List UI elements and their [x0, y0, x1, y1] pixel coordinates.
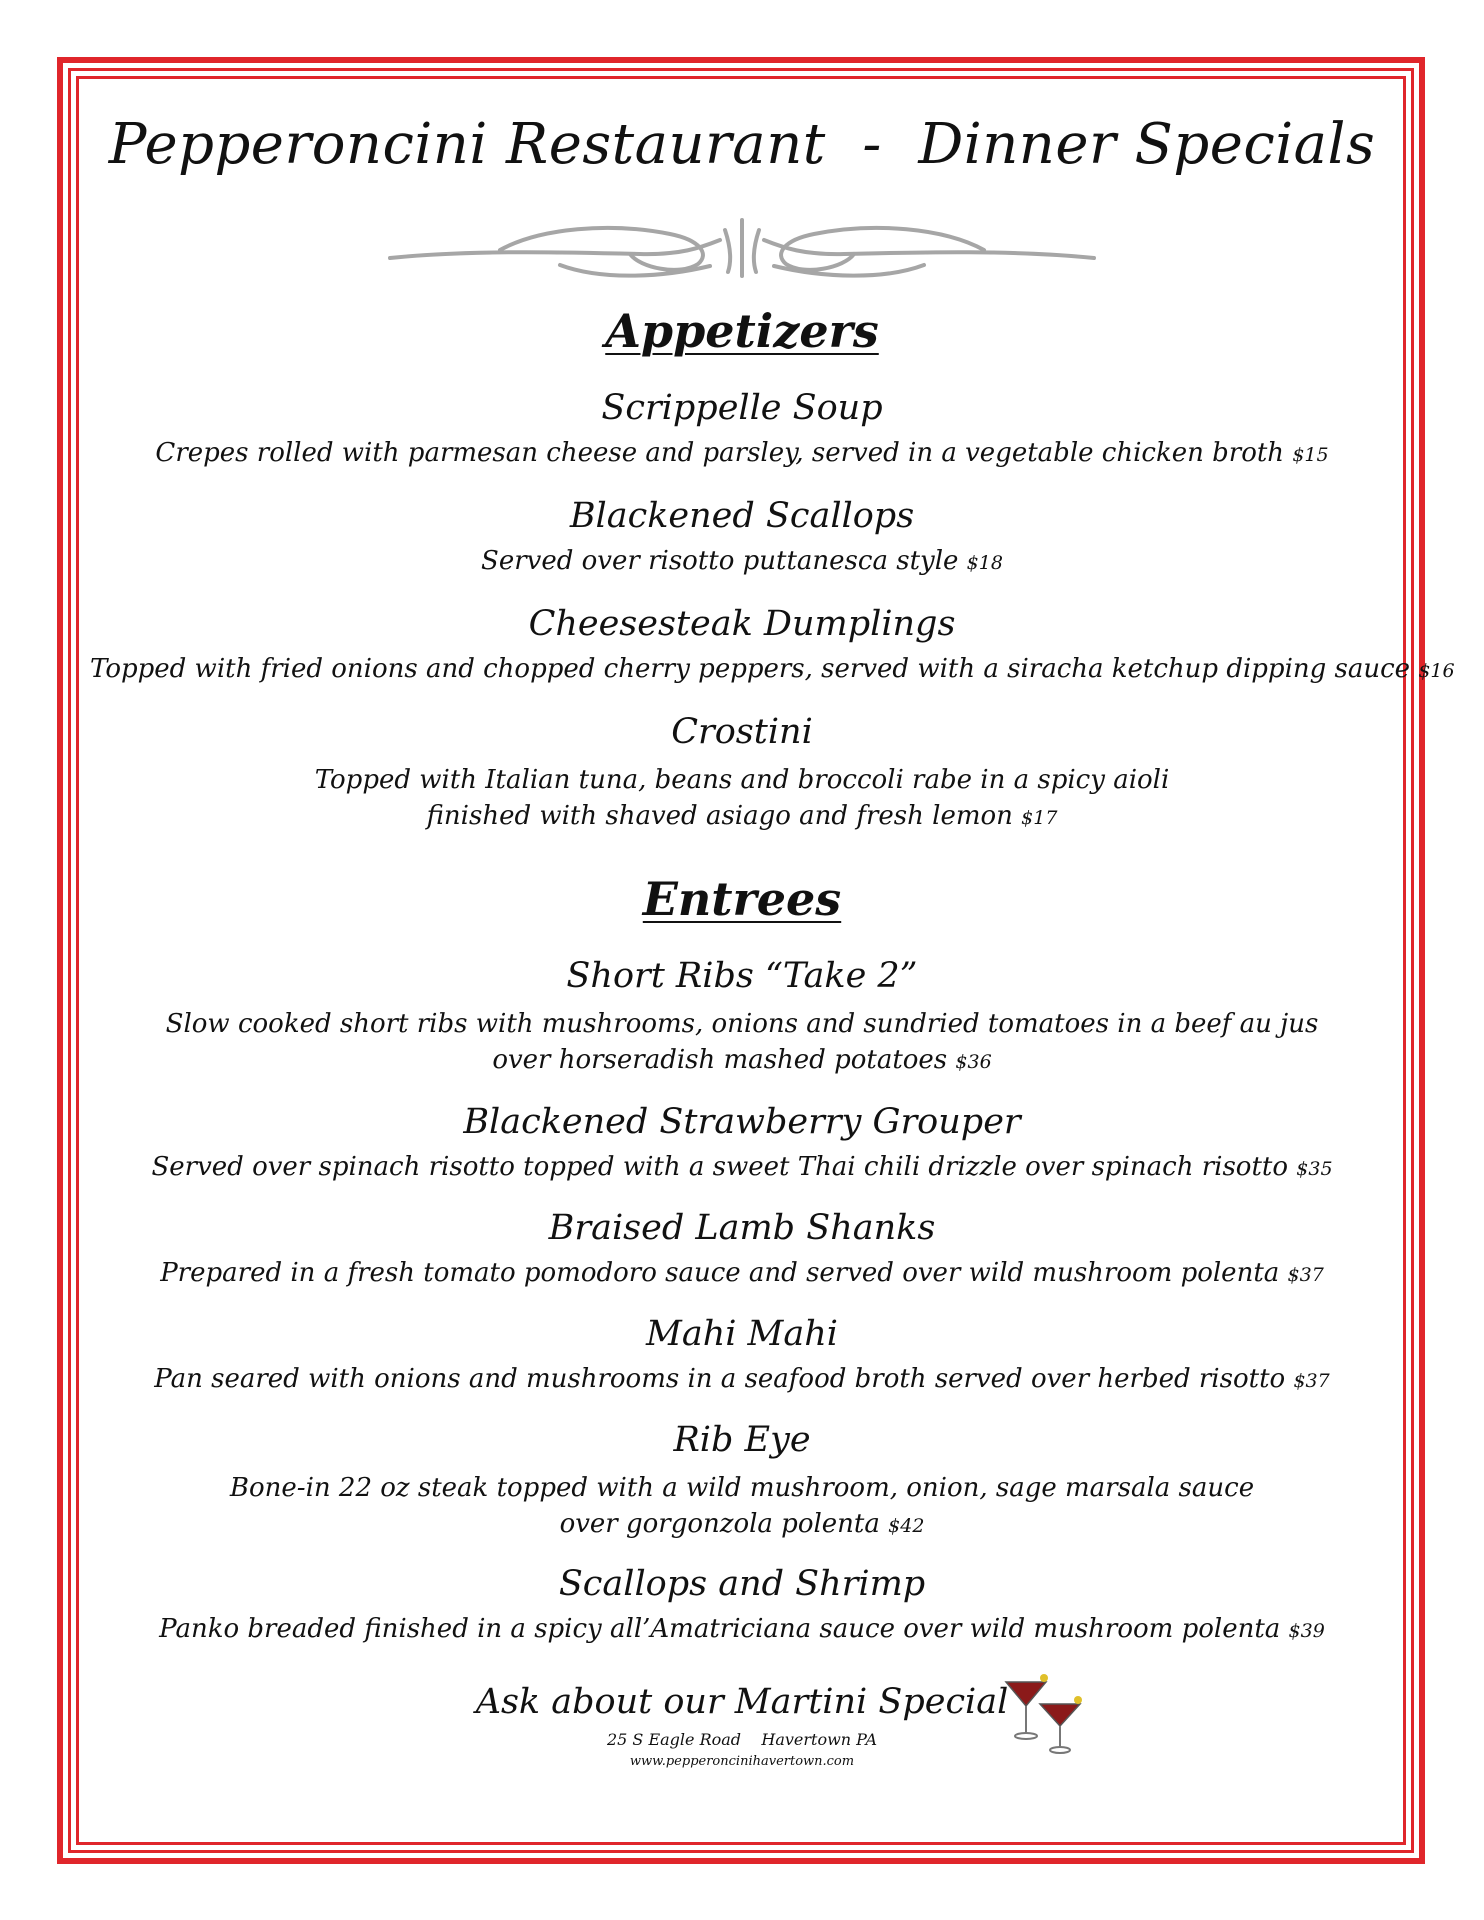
- appetizer-description: Topped with Italian tuna, beans and broccoli rabe in a spicy aioli finished with shaved asiago and fresh lemon $17: [314, 765, 1170, 831]
- appetizer-name: Scrippelle Soup: [601, 388, 883, 428]
- entree-description: Panko breaded finished in a spicy all’Amatriciana sauce over wild mushroom polenta $39: [159, 1614, 1325, 1644]
- restaurant-address: 25 S Eagle Road Havertown PA: [606, 1730, 878, 1749]
- appetizer-description: Topped with fried onions and chopped cherry peppers, served with a siracha ketchup dipping sauce $16: [90, 654, 1455, 684]
- entree-name: Scallops and Shrimp: [558, 1564, 926, 1604]
- entree-description: Pan seared with onions and mushrooms in a seafood broth served over herbed risotto $37: [154, 1364, 1330, 1394]
- price: $15: [1292, 444, 1329, 466]
- price: $42: [888, 1515, 925, 1537]
- entree-name: Blackened Strawberry Grouper: [463, 1102, 1021, 1142]
- price: $35: [1296, 1158, 1333, 1180]
- entrees-heading: Entrees: [642, 872, 842, 926]
- martini-special-note: Ask about our Martini Special: [475, 1682, 1009, 1722]
- price: $37: [1287, 1264, 1324, 1286]
- price: $18: [966, 552, 1003, 574]
- menu-title: Pepperoncini Restaurant - Dinner Specials: [108, 112, 1376, 177]
- price: $17: [1021, 807, 1058, 829]
- appetizer-description: Served over risotto puttanesca style $18: [481, 546, 1003, 576]
- entree-description: Prepared in a fresh tomato pomodoro sauce and served over wild mushroom polenta $37: [160, 1258, 1324, 1288]
- price: $39: [1288, 1620, 1325, 1642]
- restaurant-website: www.pepperoncinihavertown.com: [629, 1754, 855, 1769]
- entree-name: Braised Lamb Shanks: [548, 1208, 936, 1248]
- appetizer-name: Crostini: [671, 712, 813, 752]
- menu-page: [90, 90, 1455, 1830]
- entree-name: Mahi Mahi: [645, 1314, 838, 1354]
- appetizer-description: Crepes rolled with parmesan cheese and parsley, served in a vegetable chicken broth $15: [155, 438, 1329, 468]
- appetizers-heading: Appetizers: [605, 304, 879, 358]
- price: $36: [955, 1051, 992, 1073]
- price: $37: [1293, 1370, 1330, 1392]
- martini-glass-icon: [996, 1664, 1086, 1754]
- entree-name: Rib Eye: [673, 1420, 811, 1460]
- entree-description: Slow cooked short ribs with mushrooms, onions and sundried tomatoes in a beef au jus over horseradish mashed potatoes $36: [165, 1009, 1319, 1075]
- appetizer-name: Blackened Scallops: [569, 496, 915, 536]
- scroll-flourish-icon: [380, 210, 1104, 290]
- entree-description: Bone-in 22 oz steak topped with a wild mushroom, onion, sage marsala sauce over gorgonzola polenta $42: [229, 1473, 1255, 1539]
- appetizer-name: Cheesesteak Dumplings: [528, 604, 956, 644]
- entree-name: Short Ribs “Take 2”: [566, 956, 918, 996]
- price: $16: [1418, 660, 1455, 682]
- entree-description: Served over spinach risotto topped with a sweet Thai chili drizzle over spinach risotto $35: [151, 1152, 1333, 1182]
